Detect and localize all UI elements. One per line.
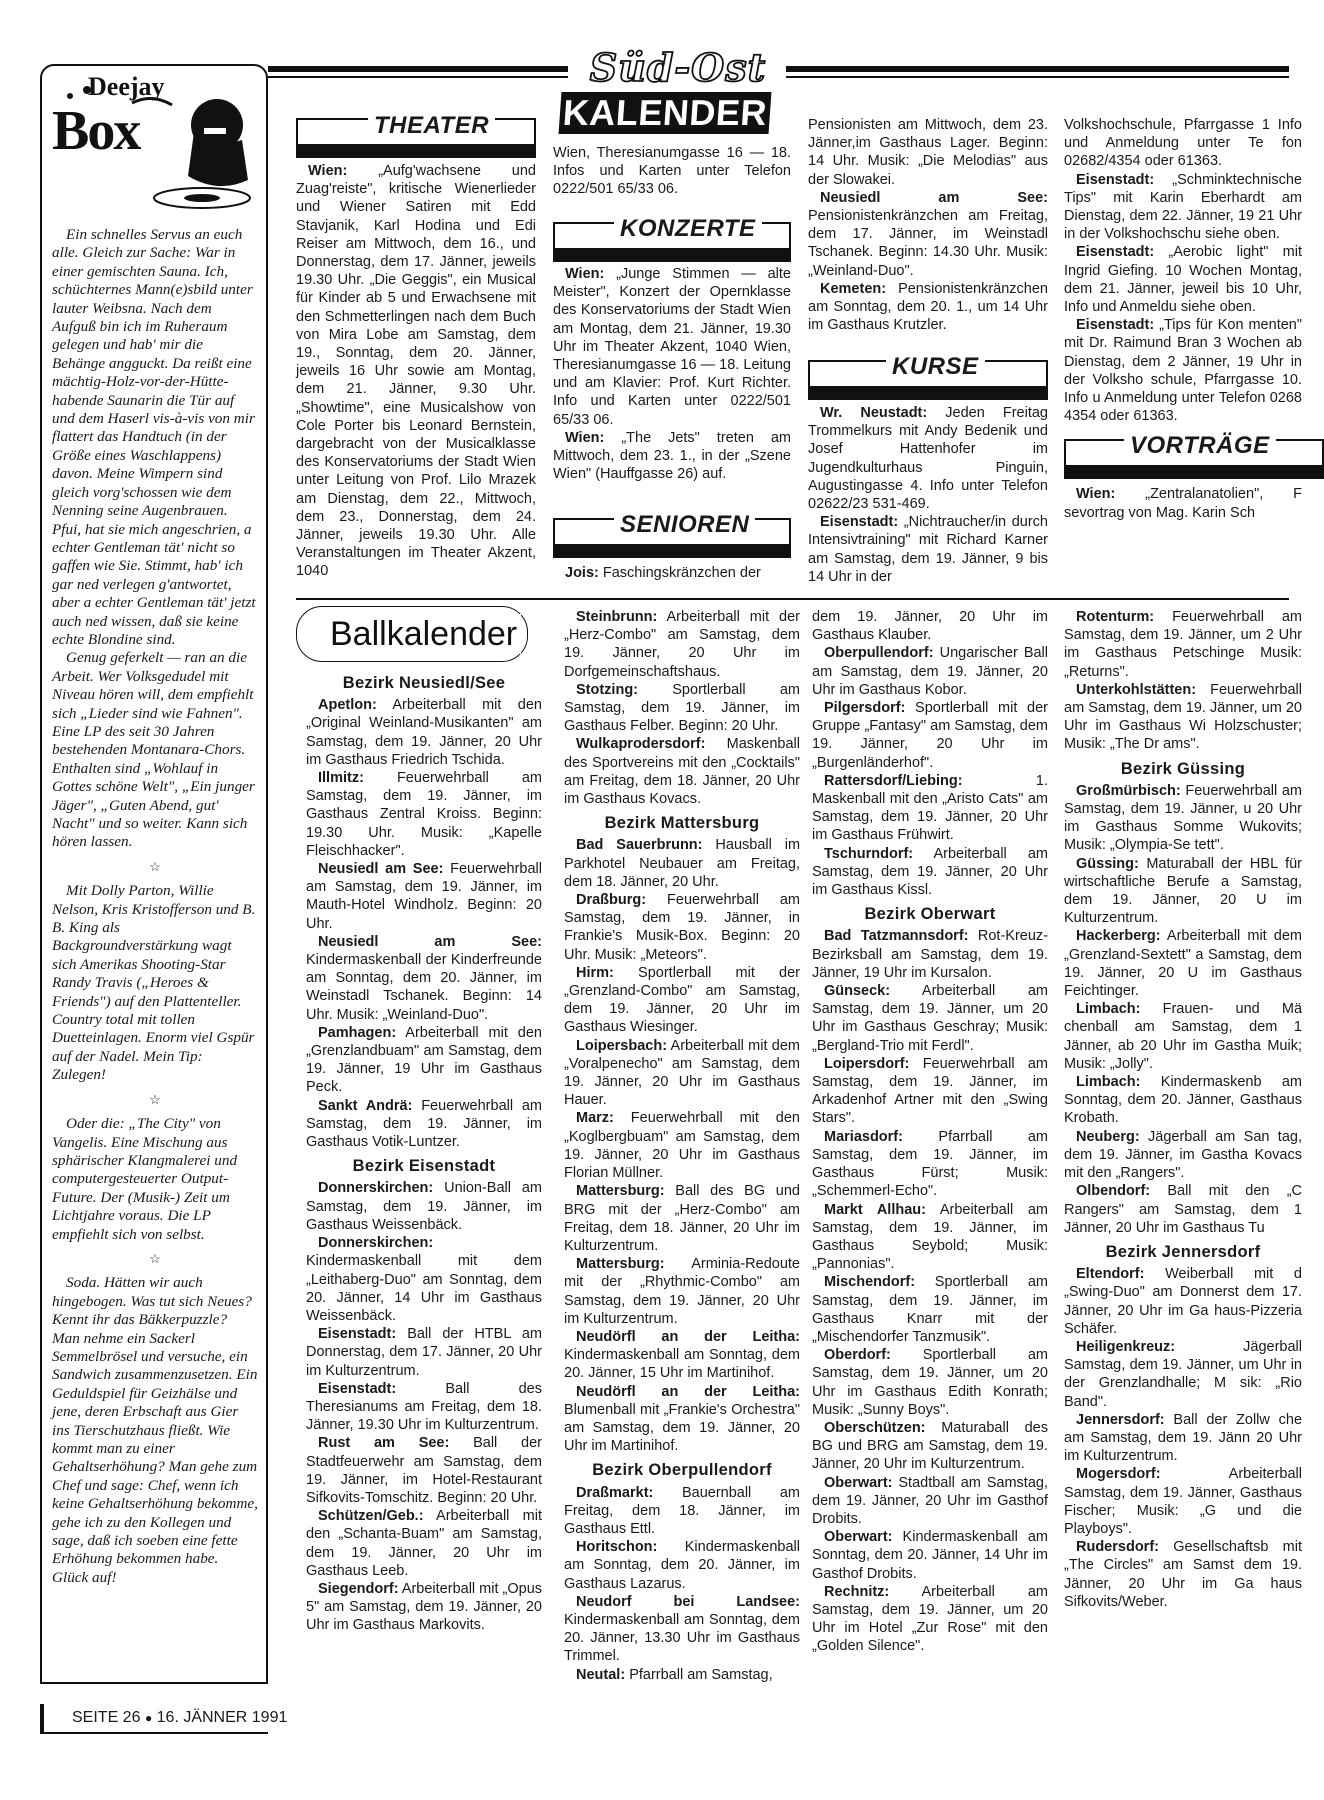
ball-entry-text: Stadtball am Samstag, dem 19. Jänner, 20 Uhr im Gasthof Drobits. [812, 1474, 1048, 1527]
ball-entry [812, 845, 1048, 900]
konzerte-header-bar [553, 250, 791, 262]
ball-entry-place: Horitschon: [576, 1539, 658, 1556]
ball-entry-place: Schützen/Geb.: [318, 1508, 424, 1525]
konzert-2-place: Wien: [565, 429, 605, 446]
ball-entry-text: Feuerwehrball am Samstag, dem 19. Jänner, um 2 Uhr im Gasthaus Petschinge Musik: „Returns". [1064, 609, 1302, 680]
ball-entry-place: Pamhagen: [318, 1024, 397, 1041]
ball-entry-place: Neudorf bei Landsee: [576, 1593, 800, 1610]
ball-entry [812, 1201, 1048, 1274]
kurs-1-place: Wr. Neustadt: [820, 405, 928, 421]
ball-entry [564, 1538, 800, 1593]
ball-entry-text: Pfarrball am Samstag, dem 19. Jänner, im Gasthaus Fürst; Musik: „Schemmerl-Echo". [812, 1128, 1048, 1200]
ball-entry-place: Mariasdorf: [824, 1128, 903, 1145]
ball-entry-place: Neudörfl an der Leitha: [576, 1328, 800, 1345]
ball-entry [564, 1328, 800, 1383]
ball-entry-place: Großmürbisch: [1076, 782, 1181, 799]
senioren-3-place: Kemeten: [820, 280, 887, 297]
vortrag-1-place: Wien: [1076, 486, 1116, 503]
ball-entry-place: Illmitz: [318, 770, 364, 787]
sued-ost-logo: Süd-Ost [589, 45, 767, 90]
ball-entry-text: Hausball im Parkhotel Neubauer am Freitag, dem 18. Jänner, 20 Uhr. [564, 837, 801, 890]
ball-entry-place: Neusiedl am See: [318, 861, 444, 878]
ball-entry-text: Arbeiterball mit dem „Grenzland-Sextett" a Samstag, dem 19. Jänner, 20 U im Gasthaus Feichtinger. [1064, 928, 1302, 1000]
kurs-3-text: „Schminktechnische Tips" mit Karin Eberhardt am Dienstag, dem 22. Jänner, 19 21 Uhr in der Volkshochschu siehe oben. [1064, 171, 1302, 243]
ball-entry-place: Donnerskirchen: [318, 1235, 434, 1252]
kurs-2-text: „Nichtraucher/in durch Intensivtraining" mit Richard Karner am Samstag, dem 19. Jänner, 9 bis 14 Uhr in der [808, 514, 1048, 585]
ball-entry-place: Mattersburg: [576, 1183, 665, 1200]
ball-entry [564, 836, 800, 891]
footer-bullet: ● [144, 1711, 153, 1725]
ball-entry-place: Markt Allhau: [824, 1201, 926, 1218]
ball-entry-place: Donnerskirchen: [318, 1180, 434, 1197]
ball-entry [812, 1128, 1048, 1201]
ball-entry-text: Ball des Theresianums am Freitag, dem 18. Jänner, 19.30 Uhr im Kulturzentrum. [306, 1380, 542, 1434]
ball-entry-text: Ball der HTBL am Donnerstag, dem 17. Jänner, 20 Uhr im Kulturzentrum. [306, 1326, 543, 1379]
ball-entry [306, 1097, 542, 1152]
ball-entry-text: Blumenball mit „Frankie's Orchestra" am Samstag, dem 19. Jänner, 20 Uhr im Martinihof. [564, 1401, 800, 1455]
senioren-2-text: Pensionistenkränzchen am Freitag, dem 17. Jänner, im Weinstadl Tschanek. Beginn: 14.30 Uhr. Musik: „Weinland-Duo". [808, 208, 1048, 279]
senioren-text [553, 564, 791, 582]
ball-entry-text: Kindermaskenball mit dem „Leithaberg-Duo" am Sonntag, dem 20. Jänner, 14 Uhr im Gasthaus Weissenbäck. [306, 1253, 542, 1324]
star-separator-1: ☆ [149, 858, 161, 874]
ball-entry-text: Feuerwehrball am Samstag, dem 19. Jänner, im Arkadenhof Artner mit den „Swing Stars". [812, 1055, 1048, 1127]
district-heading: Bezirk Eisenstadt [352, 1157, 496, 1176]
ball-entry-text: Arbeiterball mit den „Original Weinland-Musikanten" am Samstag, dem 19. Jänner, 20 Uhr im Gasthaus Friedrich Tschida. [306, 697, 542, 768]
ball-entry [1064, 681, 1302, 754]
ball-entry-place: Tschurndorf: [824, 845, 914, 862]
theater-header-bar [296, 146, 536, 158]
ball-entry-continuation: dem 19. Jänner, 20 Uhr im Gasthaus Klauber. [812, 609, 1048, 644]
ball-entry-place: Neutal: [576, 1666, 626, 1683]
konzerte-header: KONZERTE [614, 215, 762, 243]
ball-entry [1064, 927, 1302, 1000]
ball-entry-text: Feuerwehrball am Samstag, dem 19. Jänner, im Gasthaus Votik-Luntzer. [306, 1097, 542, 1151]
ball-entry-place: Loipersbach: [576, 1037, 668, 1054]
kalender-logo: KALENDER [559, 92, 772, 134]
ball-entry [812, 927, 1048, 982]
col4-upper-clip [1064, 116, 1302, 586]
ball-entry [564, 681, 800, 736]
deejay-paragraph-2: Genug geferkelt — ran an die Arbeit. Wer Volksgedudel mit Niveau hören will, dem empfiehlt sich „Lieder sind wie Fahnen". Eine LP des seit 30 Jahren bestehenden Montanara-Chors. Enthalten sind „Wohlauf in Gottes schöne Welt", „Ein junger Jäger", „Guten Abend, gut' Nacht" und so weiter. Kann sich hören lassen. [52, 649, 255, 851]
ball-entry [306, 1580, 542, 1635]
kurse-continuation: Volkshochschule, Pfarrgasse 1 Info und Anmeldung unter Te fon 02682/4354 oder 61363. [1064, 117, 1302, 170]
ball-entry [306, 769, 542, 860]
ball-entry-place: Draßburg: [576, 892, 647, 909]
ball-entry-text: Bauernball am Freitag, dem 18. Jänner, im Gasthaus Ettl. [564, 1484, 801, 1537]
ball-entry [812, 699, 1048, 772]
ball-entry-text: Arbeiterball am Samstag, dem 19. Jänner, um 20 Uhr im Hotel „Zur Rose" mit den „Golden Silence". [812, 1583, 1048, 1655]
theater-text [296, 162, 536, 581]
district-heading: Bezirk Neusiedl/See [342, 674, 506, 692]
kurs-5-text: „Tips für Kon menten" mit Dr. Raimund Bran 3 Wochen ab Dienstag, dem 2 Jänner, 19 Uhr in der Volksho schule, Pfarrgasse 10. Info u Anmeldung unter Telefon 0268 4354 oder 61363. [1064, 317, 1302, 425]
ball-entry-place: Güssing: [1076, 855, 1139, 872]
ball-entry-text: Weiberball mit d „Swing-Duo" am Donnerst dem 17. Jänner, 20 Uhr im Ga haus-Pizzeria Schäfer. [1064, 1266, 1302, 1337]
senioren-2-place: Neusiedl am See: [820, 189, 1048, 206]
ball-entry-place: Siegendorf: [318, 1580, 399, 1597]
ball-entry [812, 1419, 1048, 1474]
ball-entry-place: Wulkaprodersdorf: [576, 736, 706, 753]
ball-entry-place: Rudersdorf: [1076, 1539, 1159, 1556]
ball-entry [1064, 1182, 1302, 1237]
kurs-4-place: Eisenstadt: [1076, 244, 1155, 261]
ball-entry [306, 1234, 542, 1325]
ball-entry-text: Arbeiterball mit der „Herz-Combo" am Samstag, dem 19. Jänner, 20 Uhr im Dorfgemeinschaftshaus. [564, 609, 800, 680]
kurs-5-place: Eisenstadt: [1076, 317, 1155, 334]
ball-entry-place: Eltendorf: [1076, 1266, 1145, 1283]
ball-entry-text: Feuerwehrball am Samstag, dem 19. Jänner, im Gasthaus Zentral Kroiss. Beginn: 19.30 Uhr. Musik: „Kapelle Fleischhacker". [306, 770, 542, 859]
ball-entry-text: Arbeiterball am Samstag, dem 19. Jänner, im Gasthaus Seybold; Musik: „Pannonias". [812, 1201, 1048, 1273]
ball-entry [564, 964, 800, 1037]
page-footer [40, 1704, 288, 1734]
ball-entry-place: Oberwart: [824, 1529, 893, 1546]
vortrag-1-text: „Zentralanatolien", F sevortrag von Mag. Karin Sch [1064, 486, 1302, 521]
ball-entry-text: Ball mit den „C Rangers" am Samstag, dem 1 Jänner, 20 Uhr im Gasthaus Tu [1064, 1183, 1303, 1236]
ball-entry-place: Mogersdorf: [1076, 1466, 1161, 1483]
ball-entry-place: Heiligenkreuz: [1076, 1338, 1176, 1355]
kurse-header-bar [808, 388, 1048, 400]
deejay-title: Deejay [88, 72, 165, 101]
ball-entry-place: Draßmarkt: [576, 1484, 654, 1501]
ball-entry-text: Sportlerball am Samstag, dem 19. Jänner, im Gasthaus Knarr mit der „Mischendorfer Tanzmusik". [812, 1274, 1049, 1345]
ball-entry-place: Rotenturm: [1076, 609, 1155, 625]
ball-entry-place: Pilgersdorf: [824, 700, 906, 717]
ball-entry-text: Feuerwehrball am Samstag, dem 19. Jänner, um 20 Uhr im Gasthaus Wi Holzschuster; Musik: „The Dr ams". [1064, 681, 1302, 753]
ball-entry [564, 1484, 800, 1539]
ball-entry-place: Loipersdorf: [824, 1055, 910, 1072]
ball-entry [812, 1528, 1048, 1583]
deejay-column-text [52, 226, 258, 1587]
senioren-3-text: Pensionistenkränzchen am Sonntag, dem 20. 1., um 14 Uhr im Gasthaus Krutzler. [808, 280, 1048, 334]
ball-entry-place: Rechnitz: [824, 1583, 890, 1600]
masthead-rule-left-thin [268, 76, 568, 78]
ball-entry [564, 891, 800, 964]
ball-entry [306, 696, 542, 769]
ball-entry-place: Neuberg: [1076, 1128, 1140, 1145]
ball-entry-text: Frauen- und Mä chenball am Samstag, dem 1 Jänner, ab 20 Uhr im Gastha Muik; Musik: „Jolly". [1064, 1001, 1303, 1072]
ball-entry-text: Ball der Zollw che am Samstag, dem 19. Jänn 20 Uhr im Kulturzentrum. [1064, 1411, 1303, 1465]
ball-entry-text: Kindermaskenb am Sonntag, dem 20. Jänner, Gasthaus Krobath. [1064, 1074, 1302, 1127]
kurse-text [808, 404, 1048, 586]
ball-entry-place: Bad Tatzmannsdorf: [824, 928, 969, 945]
ball-entry-text: Union-Ball am Samstag, dem 19. Jänner, im Gasthaus Weissenbäck. [306, 1180, 542, 1233]
ball-entry-place: Apetlon: [318, 697, 377, 714]
ball-entry-text: Arbeiterball Samstag, dem 19. Jänner, Gasthaus Fischer; Musik: „G und die Playboys". [1064, 1466, 1302, 1537]
ball-entry [306, 860, 542, 933]
konzert-2-text: „The Jets" treten am Mittwoch, dem 23. 1., in der „Szene Wien" (Hauffgasse 26) auf. [553, 429, 791, 483]
ballkalender-title: Ballkalender [326, 614, 521, 654]
ball-entry-text: Arbeiterball mit den „Grenzlandbuam" am Samstag, dem 19. Jänner, 19 Uhr im Gasthaus Peck. [306, 1024, 542, 1096]
ball-entry [564, 608, 800, 681]
kurs-3-place: Eisenstadt: [1076, 171, 1155, 188]
deejay-paragraph-5: Soda. Hätten wir auch hingebogen. Was tut sich Neues? Kennt ihr das Bäkkerpuzzle? Man nehme ein Sackerl Semmelbrösel und versuche, ein Sandwich zusammenzusetzen. Ein Geduldspiel für Geizhälse und jene, deren Erbschaft aus Gier ins Tierschutzhaus fließt. Wie kommt man zu einer Gehaltserhöhung? Man gehe zum Chef und sage: Chef, wenn ich keine Gehaltserhöhung bekomme, gehe ich zu den Kollegen und sage, daß ich soeben eine fette Erhöhung bekommen habe. Glück auf! [52, 1274, 258, 1586]
ball-entry [812, 1055, 1048, 1128]
kurs-1-text: Jeden Freitag Trommelkurs mit Andy Bedenik und Josef Hattenhofer im Jugendkulturhaus Pinguin, Augustingasse 4. Info unter Telefon 02622/23 531-469. [808, 405, 1048, 513]
masthead-rule-right-thin [786, 76, 1289, 78]
ball-entry-place: Rattersdorf/Liebing: [824, 772, 963, 789]
ball-entry-place: Unterkohlstätten: [1076, 681, 1197, 698]
kurs-2-place: Eisenstadt: [820, 514, 899, 531]
theater-body: „Aufg'wachsene und Zuag'reiste", kritische Wienerlieder und Wiener Satiren mit Edd Stavjanik, Karl Hodina und Edi Reiser am Mittwoch, dem 16., und Donnerstag, dem 17. Jänner, jeweils 19.30 Uhr. „Die Geggis", ein Musical für Kinder ab 5 und Erwachsene mit den Schmetterlingen nach dem Buch von Mira Lobe am Samstag, dem 19., Sonntag, dem 20. Jänner, jeweils 16 Uhr sowie am Montag, dem 21. Jänner, 9.30 Uhr. „Showtime", eine Musicalshow von Cole Porter bis Leonard Bernstein, dargebracht von der Musicalklasse des Konservatoriums der Stadt Wien unter Leitung von Prof. Lilo Mrazek am Dienstag, dem 22., Mittwoch, dem 23., Donnerstag, dem 24. Jänner, jeweils 19.30 Uhr. Alle Veranstaltungen im Theater Akzent, 1040 [296, 163, 536, 580]
ball-entry [1064, 855, 1302, 928]
ball-entry-place: Neudörfl an der Leitha: [576, 1383, 800, 1400]
ball-entry-text: Ball des BG und BRG mit der „Herz-Combo" am Freitag, dem 18. Jänner, 20 Uhr im Kulturzentrum. [564, 1183, 800, 1254]
district-heading: Bezirk Güssing [1120, 759, 1246, 778]
ball-entry [564, 1593, 800, 1666]
ball-entry-place: Jennersdorf: [1076, 1411, 1165, 1428]
ball-entry-text: Ungarischer Ball am Samstag, dem 19. Jänner, 20 Uhr im Gasthaus Kobor. [812, 645, 1048, 698]
ballkalender-column-4 [1064, 608, 1302, 1611]
ball-entry-text: 1. Maskenball mit den „Aristo Cats" am Samstag, dem 19. Jänner, 20 Uhr im Gasthaus Frühwirt. [812, 772, 1048, 844]
ball-entry-place: Oberwart: [824, 1474, 893, 1491]
ball-entry-text: Sportlerball mit der Gruppe „Fantasy" am Samstag, dem 19. Jänner, 20 Uhr im „Burgenländerhof". [812, 700, 1049, 771]
ball-entry-text: Maskenball des Sportvereins mit den „Cocktails" am Freitag, dem 18. Jänner, 20 Uhr im Gasthaus Kovacs. [564, 736, 800, 808]
ballkalender-column-2 [564, 608, 800, 1684]
ball-entry-place: Oberpullendorf: [824, 645, 934, 662]
kurse-header: KURSE [886, 353, 985, 381]
ball-entry-place: Mattersburg: [576, 1256, 665, 1273]
ball-entry [306, 1380, 542, 1435]
ball-entry [564, 1037, 800, 1110]
ball-entry [812, 982, 1048, 1055]
ball-entry [306, 1507, 542, 1580]
ball-entry-text: Rot-Kreuz-Bezirksball am Samstag, dem 19. Jänner, 19 Uhr im Kursalon. [812, 928, 1048, 981]
kurs-4-text: „Aerobic light" mit Ingrid Giefing. 10 Wochen Montag, dem 21. Jänner, jeweil bis 10 Uhr, Info und Anmeldu siehe oben. [1064, 244, 1302, 316]
district-heading: Bezirk Oberwart [864, 905, 996, 924]
ball-entry [1064, 1128, 1302, 1183]
senioren-continuation: Pensionisten am Mittwoch, dem 23. Jänner,im Gasthaus Lager. Beginn: 14 Uhr. Musik: „Die Melodias" aus der Slowakei. [808, 117, 1048, 188]
ball-entry-place: Oberschützen: [824, 1419, 926, 1436]
ball-entry-text: Gesellschaftsb mit „The Circles" am Samst dem 19. Jänner, 20 Uhr im Ga haus Sifkovits/Weber. [1064, 1539, 1302, 1610]
ball-entry-place: Bad Sauerbrunn: [576, 837, 703, 854]
ball-entry [564, 1255, 800, 1328]
deejay-paragraph-1: Ein schnelles Servus an euch alle. Gleich zur Sache: War in einer gemischten Sauna. Ich, schüchternes Mann(e)sbild unter lauter Weibsna. Nach dem Aufguß bin ich im Ruheraum gelegen und hab' mir die Behänge angguckt. Da reißt eine mächtig-Holz-vor-der-Hütte-habende Saunarin die Tür auf und dem Haserl vis-à-vis von mir flattert das Handtuch (in der Größe eines Waschlappens) davon. Meine Wimpern sind gleich vorg'schossen wie dem Nenning seine Augenbrauen. Pfui, hat sie mich angeschrien, a echter Gentleman tät' nicht so gaffen wie Sie. Stimmt, hab' ich gar ned verlegen g'antwortet, aber a echter Gentleman tät' jetzt auch ned wissen, daß sie keine echte Blondine sind. [52, 226, 256, 648]
ball-entry [306, 1434, 542, 1507]
ball-entry-text: Arminia-Redoute mit der „Rhythmic-Combo" am Samstag, dem 19. Jänner, 20 Uhr im Kulturzentrum. [564, 1256, 800, 1327]
ball-entry-text: Pfarrball am Samstag, [629, 1666, 773, 1683]
ball-entry [564, 735, 800, 808]
ball-entry-text: Feuerwehrball am Samstag, dem 19. Jänner, in Frankie's Musik-Box. Beginn: 20 Uhr. Musik: „Meteors". [564, 892, 800, 963]
ball-entry-place: Limbach: [1076, 1074, 1141, 1091]
ball-entry [812, 1474, 1048, 1529]
ball-entry-place: Mischendorf: [824, 1274, 916, 1291]
ball-entry-place: Günseck: [824, 983, 891, 1000]
ball-entry [1064, 1465, 1302, 1538]
ball-entry-place: Oberdorf: [824, 1347, 891, 1364]
star-separator-3: ☆ [149, 1250, 161, 1266]
ball-entry-place: Marz: [576, 1110, 614, 1127]
ball-entry-text: Ball der Stadtfeuerwehr am Samstag, dem 19. Jänner, im Hotel-Restaurant Sifkovits-Tomschitz. Beginn: 20 Uhr. [306, 1435, 542, 1506]
ball-entry [564, 1666, 800, 1684]
ball-entry [564, 1383, 800, 1456]
deejay-paragraph-4: Oder die: „The City" von Vangelis. Eine Mischung aus sphärischer Klangmalerei und computergesteuerter Output-Future. Der (Musik-) Zeit um Lichtjahre voraus. Die LP empfiehlt sich von selbst. [52, 1115, 238, 1243]
ball-entry-text: Kindermaskenball am Sonntag, dem 20. Jänner, 14 Uhr im Gasthof Drobits. [812, 1529, 1048, 1582]
vortraege-header-bar [1064, 467, 1324, 479]
ball-entry-text: Arbeiterball mit dem „Voralpenecho" am Samstag, dem 19. Jänner, 20 Uhr im Gasthaus Hauer. [564, 1037, 801, 1109]
ball-entry [1064, 1073, 1302, 1128]
ball-entry-text: Arbeiterball mit den „Schanta-Buam" am Samstag, dem 19. Jänner, 20 Uhr im Gasthaus Leeb. [306, 1508, 543, 1579]
ball-entry-text: Arbeiterball am Samstag, dem 19. Jänner, 20 Uhr im Gasthaus Kissl. [812, 845, 1049, 899]
ball-entry-text: Kindermaskenball am Sonntag, dem 20. Jänner, 15 Uhr im Martinihof. [564, 1347, 800, 1382]
konzert-1-text: „Junge Stimmen — alte Meister", Konzert der Opernklasse des Konservatoriums der Stadt Wien am Montag, dem 21. Jänner, 19.30 Uhr im Theater Akzent, 1040 Wien, Theresianumgasse 16 — 18. Leitung und am Klavier: Prof. Kurt Richter. Info und Karten unter 0222/501 65/33 06. [553, 266, 791, 428]
ball-entry [306, 933, 542, 1024]
ball-entry-place: Hackerberg: [1076, 928, 1161, 945]
senioren-header-bar [553, 546, 791, 558]
ballkalender-column-1 [306, 668, 542, 1635]
senioren-1-text: Faschingskränzchen der [602, 565, 761, 581]
konzerte-text [553, 265, 791, 483]
ball-entry [1064, 1538, 1302, 1611]
masthead-rule-left [268, 66, 568, 72]
theater-header: THEATER [368, 112, 495, 140]
ball-entry [306, 1325, 542, 1380]
ball-entry-text: Feuerwehrball am Samstag, dem 19. Jänner, im Mauth-Hotel Windholz. Beginn: 20 Uhr. [306, 861, 543, 932]
ball-entry-text: Kindermaskenball der Kinderfreunde am Sonntag, dem 20. Jänner, im Weinstadl Tschanek. Beginn: 14 Uhr. Musik: „Weinland-Duo". [306, 952, 542, 1023]
ball-entry [812, 1346, 1048, 1419]
ball-entry [812, 1583, 1048, 1656]
ball-entry-place: Neusiedl am See: [318, 933, 542, 950]
ball-entry [1064, 1338, 1302, 1411]
ball-entry [812, 1273, 1048, 1346]
ball-entry [564, 1182, 800, 1255]
ball-entry [306, 1179, 542, 1234]
ball-entry [1064, 782, 1302, 855]
ball-entry-text: Jägerball Samstag, dem 19. Jänner, um Uhr in der Grenzlandhalle; M sik: „Rio Band". [1064, 1338, 1302, 1410]
page-number: SEITE 26 [72, 1709, 141, 1726]
ball-entry-place: Rust am See: [318, 1435, 450, 1452]
ball-entry-text: Sportlerball am Samstag, dem 19. Jänner, um 20 Uhr im Gasthaus Edith Konrath; Musik: „Sunny Boys". [812, 1347, 1048, 1418]
district-heading: Bezirk Jennersdorf [1105, 1242, 1261, 1261]
ball-entry-text: Kindermaskenball am Sonntag, dem 20. Jänner, 13.30 Uhr im Gasthaus Trimmel. [564, 1611, 800, 1665]
vortraege-header: VORTRÄGE [1124, 432, 1276, 460]
ball-entry [812, 772, 1048, 845]
ball-entry [1064, 1411, 1302, 1466]
ball-entry [306, 1024, 542, 1097]
ball-entry-place: Eisenstadt: [318, 1380, 397, 1397]
senioren-1-place: Jois: [565, 565, 599, 581]
ball-entry-text: Feuerwehrball mit den „Koglbergbuam" am Samstag, dem 19. Jänner, 20 Uhr im Gasthaus Florian Müllner. [564, 1110, 800, 1182]
col2-cont [553, 144, 791, 199]
ball-entry [564, 1109, 800, 1182]
col3-upper [808, 116, 1048, 334]
ball-entry-text: Arbeiterball mit „Opus 5" am Samstag, dem 19. Jänner, 20 Uhr im Gasthaus Markovits. [306, 1580, 543, 1634]
deejay-logo [52, 70, 257, 220]
ball-entry-text: Maturaball des BG und BRG am Samstag, dem 19. Jänner, 20 Uhr im Kulturzentrum. [812, 1419, 1048, 1473]
ball-entry-place: Hirm: [576, 964, 614, 981]
ball-entry-place: Stotzing: [576, 681, 639, 698]
ball-entry-text: Kindermaskenball am Sonntag, dem 20. Jänner, im Gasthaus Lazarus. [564, 1539, 800, 1592]
theater-place: Wien: [308, 163, 348, 179]
theater-continuation: Wien, Theresianumgasse 16 — 18. Infos und Karten unter Telefon 0222/501 65/33 06. [553, 145, 791, 198]
ball-entry-text: Sportlerball am Samstag, dem 19. Jänner, im Gasthaus Felber. Beginn: 20 Uhr. [564, 681, 800, 735]
ballkalender-column-3 [812, 608, 1048, 1656]
konzert-1-place: Wien: [565, 266, 605, 282]
ball-entry [1064, 1265, 1302, 1338]
ball-entry [1064, 608, 1302, 681]
deejay-paragraph-3: Mit Dolly Parton, Willie Nelson, Kris Kristofferson und B. B. King als Backgroundverstärkung wagt sich Amerikas Shooting-Star Randy Travis („Heroes & Friends") auf den Plattenteller. Country total mit tollen Duetteinlagen. Enorm viel Gspür auf der Nadel. Mein Tip: Zulegen! [52, 882, 256, 1084]
ballkalender-column-4-clip [1064, 608, 1303, 1778]
ball-entry-place: Olbendorf: [1076, 1183, 1151, 1200]
ball-entry-text: Arbeiterball am Samstag, dem 19. Jänner, um 20 Uhr im Gasthaus Geschray; Musik: „Bergland-Trio mit Ferdl". [812, 983, 1048, 1054]
issue-date: 16. JÄNNER 1991 [156, 1709, 288, 1726]
ball-entry-text: Jägerball am San tag, dem 19. Jänner, im Gastha Kovacs mit den „Rangers". [1064, 1128, 1302, 1182]
ball-entry-text: Sportlerball mit der „Grenzland-Combo" am Samstag, dem 19. Jänner, 20 Uhr im Gasthaus Wiesinger. [564, 964, 801, 1036]
senioren-header: SENIOREN [614, 511, 755, 539]
ball-entry [1064, 1000, 1302, 1073]
ball-entry-place: Sankt Andrä: [318, 1097, 413, 1114]
ball-entry-text: Maturaball der HBL für wirtschaftliche Berufe a Samstag, dem 19. Jänner, 20 U im Kulturzentrum. [1064, 855, 1302, 927]
district-heading: Bezirk Mattersburg [604, 814, 760, 833]
ball-entry-place: Steinbrunn: [576, 609, 658, 625]
box-title: Box [52, 100, 140, 162]
ball-entry-place: Eisenstadt: [318, 1326, 397, 1343]
star-separator-2: ☆ [149, 1091, 161, 1107]
masthead-rule-right [786, 66, 1289, 72]
district-heading: Bezirk Oberpullendorf [592, 1461, 772, 1480]
ball-entry-place: Limbach: [1076, 1001, 1141, 1018]
ball-entry [812, 644, 1048, 699]
ball-entry-text: Feuerwehrball am Samstag, dem 19. Jänner, u 20 Uhr im Gasthaus Somme Wukovits; Musik: „Olympia-Se tett". [1064, 782, 1302, 854]
section-divider [296, 598, 1289, 600]
